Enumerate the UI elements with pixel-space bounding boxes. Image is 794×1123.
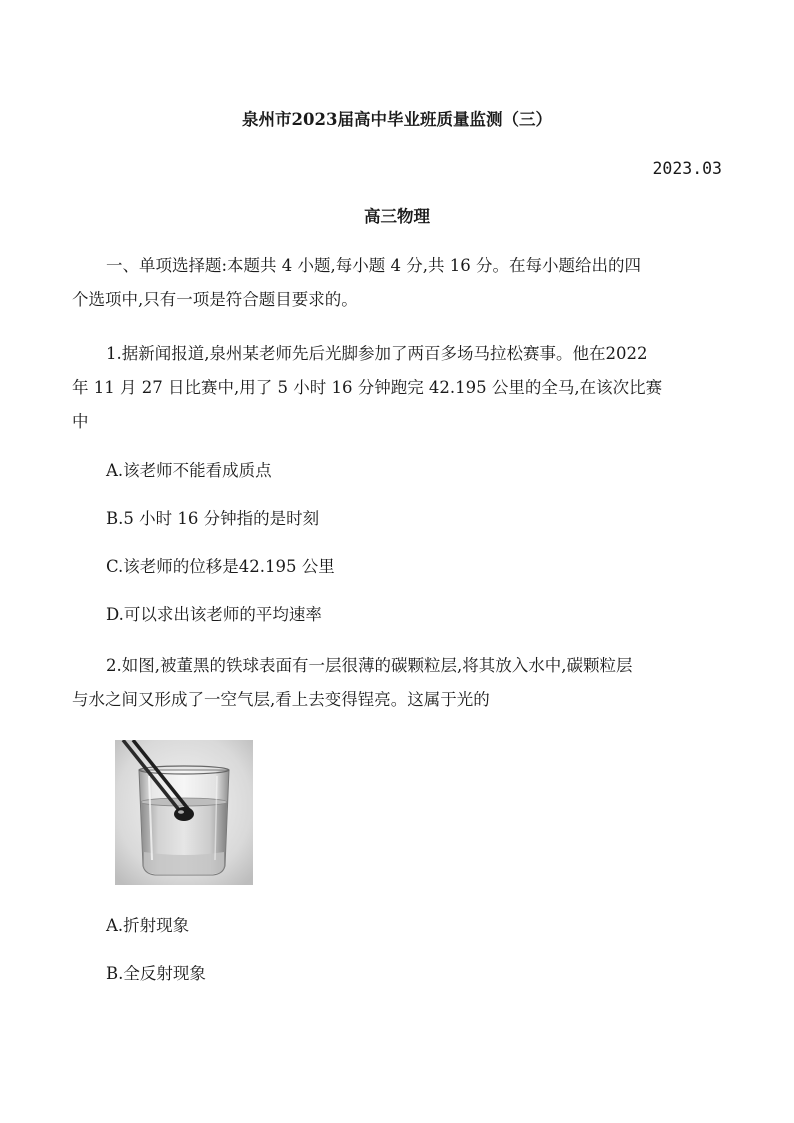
question-2-line-2: 与水之间又形成了一空气层,看上去变得锃亮。这属于光的 <box>72 690 490 709</box>
exam-date: 2023.03 <box>652 159 722 178</box>
exam-subject: 高三物理 <box>364 207 430 226</box>
question-1-option-c: C.该老师的位移是42.195 公里 <box>106 557 335 576</box>
exam-title: 泉州市2023届高中毕业班质量监测（三） <box>242 110 552 129</box>
question-1-line-3: 中 <box>72 412 89 431</box>
question-1-option-b: B.5 小时 16 分钟指的是时刻 <box>106 509 320 528</box>
glass-of-water-photo <box>115 740 253 885</box>
question-1-option-a: A.该老师不能看成质点 <box>106 461 272 480</box>
section-instruction-line-2: 个选项中,只有一项是符合题目要求的。 <box>72 290 358 309</box>
glass-of-water-illustration <box>115 740 253 885</box>
question-2-option-a: A.折射现象 <box>106 916 190 935</box>
question-1-line-2: 年 11 月 27 日比赛中,用了 5 小时 16 分钟跑完 42.195 公里的全马,在该次比赛 <box>72 378 663 397</box>
question-2-option-b: B.全反射现象 <box>106 964 206 983</box>
question-2-line-1: 2.如图,被董黑的铁球表面有一层很薄的碳颗粒层,将其放入水中,碳颗粒层 <box>106 656 633 675</box>
question-1-option-d: D.可以求出该老师的平均速率 <box>106 605 322 624</box>
section-instruction-line-1: 一、单项选择题:本题共 4 小题,每小题 4 分,共 16 分。在每小题给出的四 <box>106 256 642 275</box>
question-1-line-1: 1.据新闻报道,泉州某老师先后光脚参加了两百多场马拉松赛事。他在2022 <box>106 344 648 363</box>
